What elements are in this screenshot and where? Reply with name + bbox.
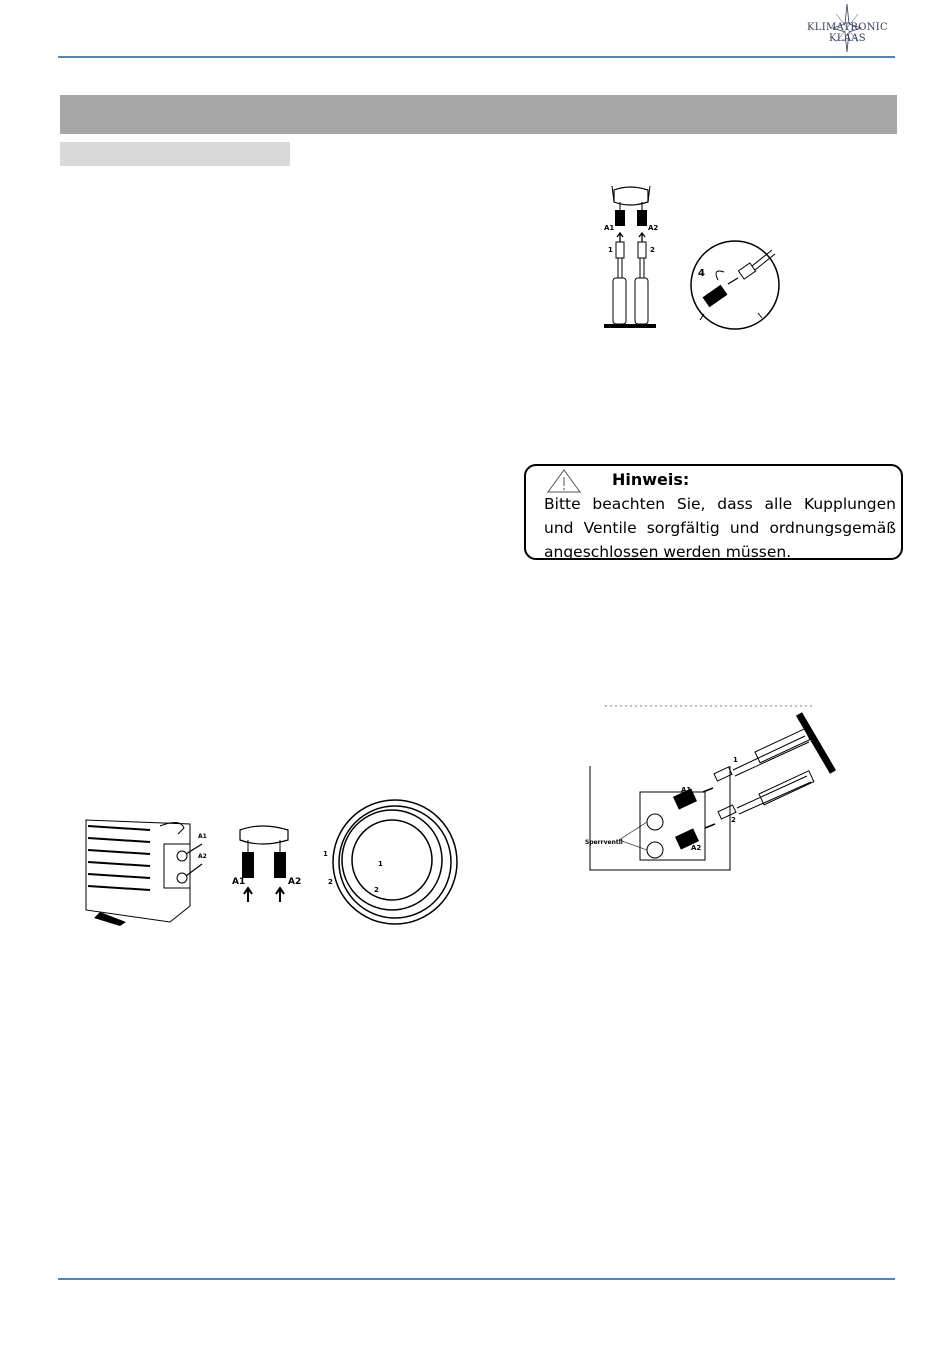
bl-label-2b: 2 — [374, 886, 379, 894]
fig-label-a2: A2 — [648, 224, 659, 232]
br-label-a2: A2 — [691, 844, 702, 852]
bl-label-1b: 1 — [378, 860, 383, 868]
bl-label-a2: A2 — [198, 853, 207, 860]
hinweis-title: Hinweis: — [612, 470, 690, 489]
br-label-a1: A1 — [681, 786, 692, 794]
fig-label-1: 1 — [608, 246, 613, 254]
fig-label-a1: A1 — [604, 224, 615, 232]
hinweis-text: Bitte beachten Sie, dass alle Kupplungen und Ventile sorgfältig und ordnungsgemäß angeschlossen werden müssen. — [544, 495, 896, 561]
br-label-2: 2 — [731, 816, 736, 824]
footer-rule — [58, 1278, 895, 1280]
bl-label-2: 2 — [328, 878, 333, 886]
warning-icon — [546, 468, 582, 494]
br-label-sperrventil: Sperrventil — [585, 839, 623, 846]
unit-hose-figure — [80, 790, 470, 935]
brand-logo — [800, 4, 895, 52]
header-rule — [58, 56, 895, 58]
logo-text: KLIMATRONIC KLAAS — [806, 22, 889, 44]
subsection-heading-bar — [60, 142, 290, 166]
hinweis-box — [524, 464, 903, 560]
bl-label-1: 1 — [323, 850, 328, 858]
br-label-1: 1 — [733, 756, 738, 764]
valve-connection-figure — [585, 700, 845, 880]
bl-label-a2b: A2 — [288, 877, 302, 887]
bl-label-a1b: A1 — [232, 877, 246, 887]
coupling-figure-top — [600, 180, 790, 335]
section-heading-bar — [60, 95, 897, 134]
fig-label-4: 4 — [698, 268, 705, 279]
bl-label-a1: A1 — [198, 833, 207, 840]
fig-label-2: 2 — [650, 246, 655, 254]
